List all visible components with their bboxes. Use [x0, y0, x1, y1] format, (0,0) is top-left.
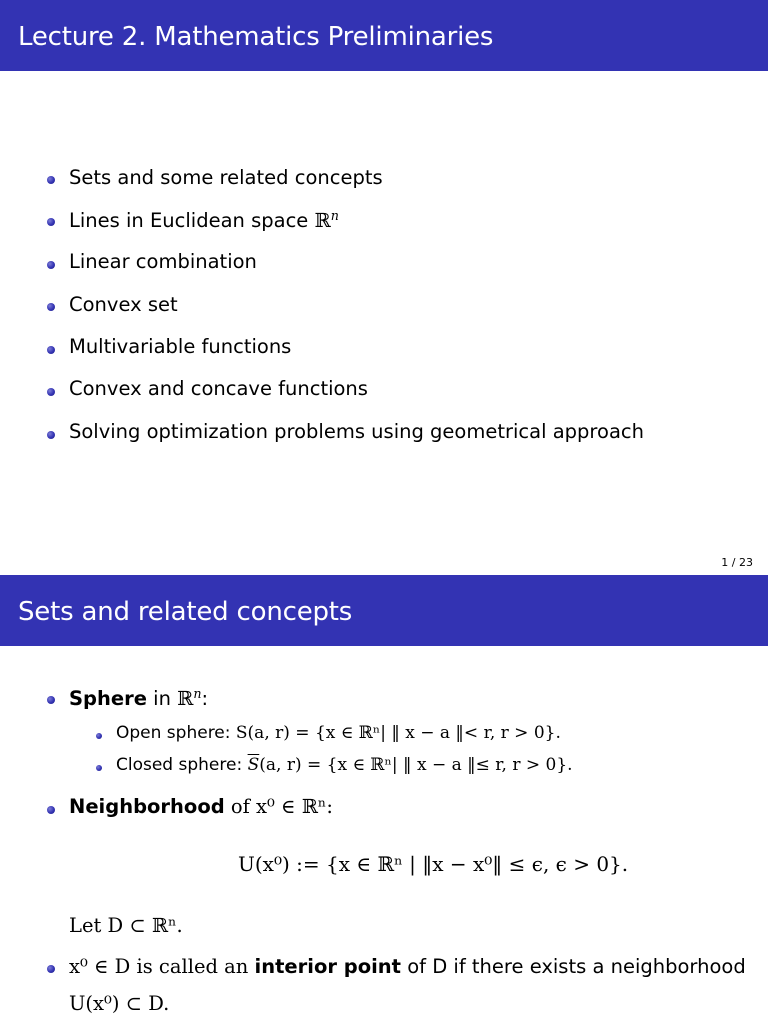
bold-term: Sphere	[69, 686, 147, 710]
display-equation: U(x⁰) := {x ∈ ℝⁿ | ‖x − x⁰‖ ≤ ϵ, ϵ > 0}.	[238, 852, 629, 876]
title-bar	[0, 0, 768, 71]
bullet-icon	[47, 303, 55, 311]
bullet-icon	[47, 261, 55, 269]
sub-item	[116, 723, 561, 743]
list-item: Convex set	[69, 293, 178, 316]
slide-title: Lecture 2. Mathematics Preliminaries	[18, 22, 494, 52]
list-item-text: of D if there exists a neighborhood	[401, 955, 746, 978]
bullet-icon	[47, 218, 55, 226]
bullet-icon	[47, 388, 55, 396]
list-item	[69, 955, 746, 978]
list-item: Sets and some related concepts	[69, 166, 383, 189]
list-item: Linear combination	[69, 250, 257, 273]
let-line: Let D ⊂ ℝⁿ.	[69, 914, 183, 937]
list-item	[69, 208, 339, 232]
bullet-icon	[47, 806, 55, 814]
bullet-icon	[47, 696, 55, 704]
bullet-icon	[47, 965, 55, 973]
math-expression: (a, r) = {x ∈ ℝⁿ| ‖ x − a ‖≤ r, r > 0}.	[259, 755, 573, 775]
sub-item-label: Open sphere:	[116, 723, 236, 743]
page-number: 1 / 23	[721, 556, 753, 569]
list-item: Solving optimization problems using geometrical approach	[69, 420, 644, 443]
math-expression: of x⁰ ∈ ℝⁿ:	[224, 795, 333, 818]
list-item	[69, 795, 333, 818]
title-bar	[0, 575, 768, 646]
list-item-text: x⁰ ∈ D is called an	[69, 955, 255, 978]
slide-2	[0, 575, 768, 1024]
list-item-text: Lines in Euclidean space	[69, 208, 315, 232]
list-item: Convex and concave functions	[69, 377, 368, 400]
math-symbol: $\overline{S}$	[247, 755, 260, 775]
math-superscript: n	[193, 686, 202, 701]
list-item-text: in	[146, 686, 178, 710]
bullet-icon	[47, 346, 55, 354]
math-expression: S(a, r) = {x ∈ ℝⁿ| ‖ x − a ‖< r, r > 0}.	[235, 723, 561, 743]
slide-title: Sets and related concepts	[18, 597, 353, 627]
list-item-continuation: U(x⁰) ⊂ D.	[69, 992, 170, 1015]
math-symbol: ℝ	[177, 686, 194, 710]
sub-item-label: Closed sphere:	[116, 755, 248, 775]
bullet-icon	[47, 431, 55, 439]
math-symbol: ℝ	[314, 208, 331, 232]
sub-bullet-icon	[96, 733, 102, 739]
colon: :	[201, 686, 209, 710]
bold-term: interior point	[254, 955, 402, 978]
sub-item	[116, 755, 573, 775]
bold-term: Neighborhood	[69, 795, 225, 818]
sub-bullet-icon	[96, 765, 102, 771]
math-superscript: n	[330, 208, 339, 223]
list-item: Multivariable functions	[69, 335, 292, 358]
list-item	[69, 686, 208, 710]
bullet-icon	[47, 176, 55, 184]
